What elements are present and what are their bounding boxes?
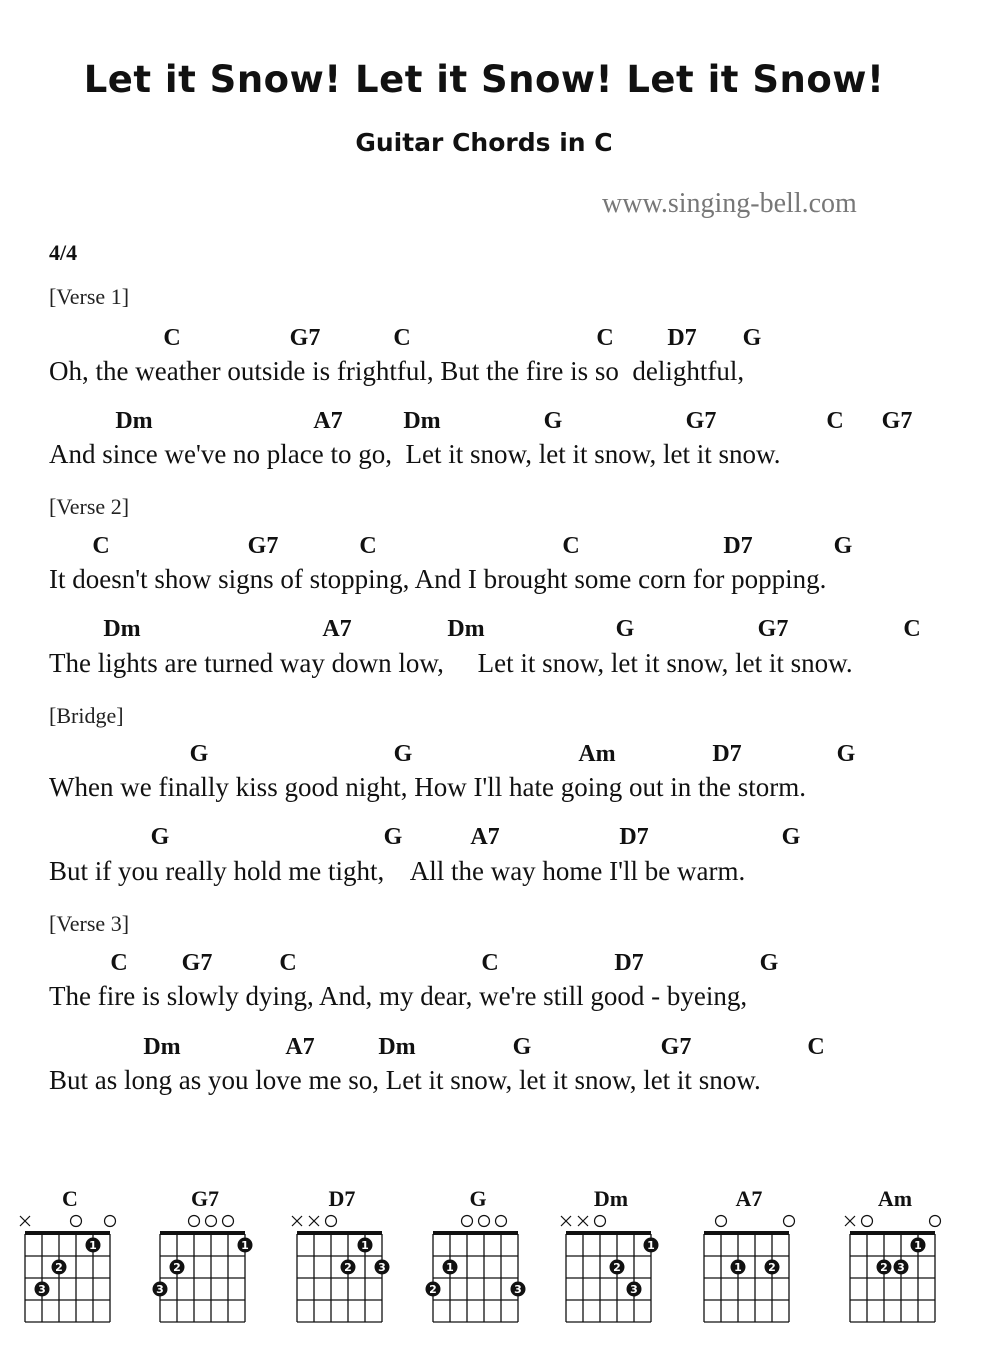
- chord: A7: [322, 616, 352, 642]
- open-string-marker: [105, 1216, 116, 1227]
- chord: Dm: [403, 408, 441, 434]
- lyric-line: When we finally kiss good night, How I'll hate going out in the storm.: [49, 772, 807, 802]
- nut: [850, 1231, 935, 1235]
- chord-grid: [10, 1186, 130, 1336]
- chord-grid: [145, 1186, 265, 1336]
- chord: G: [543, 408, 563, 434]
- chord-grid: [551, 1186, 671, 1336]
- chord: Dm: [143, 1034, 181, 1060]
- chord: C: [826, 408, 844, 434]
- chord-line: [0, 325, 1000, 355]
- nut: [433, 1231, 518, 1235]
- nut: [566, 1231, 651, 1235]
- chord: D7: [619, 824, 649, 850]
- chord: A7: [285, 1034, 315, 1060]
- finger-number: 3: [378, 1261, 386, 1274]
- chord: G: [759, 950, 779, 976]
- chord: G: [742, 325, 762, 351]
- chord: Am: [578, 741, 616, 767]
- chord: G: [781, 824, 801, 850]
- website-link[interactable]: www.singing-bell.com: [602, 188, 857, 219]
- finger-number: 2: [344, 1261, 352, 1274]
- open-string-marker: [71, 1216, 82, 1227]
- open-string-marker: [189, 1216, 200, 1227]
- song-title: Let it Snow! Let it Snow! Let it Snow!: [83, 58, 885, 101]
- muted-string-marker: [292, 1216, 302, 1226]
- chord: Dm: [447, 616, 485, 642]
- chord-line: [0, 533, 1000, 563]
- chord-grid: [282, 1186, 402, 1336]
- song-subtitle: Guitar Chords in C: [355, 128, 613, 157]
- finger-number: 3: [156, 1283, 164, 1296]
- open-string-marker: [496, 1216, 507, 1227]
- lyric-line: Oh, the weather outside is frightful, But the fire is so delightful,: [49, 356, 745, 386]
- finger-number: 2: [613, 1261, 621, 1274]
- finger-number: 1: [361, 1239, 369, 1252]
- section-label-bridge: [Bridge]: [49, 703, 124, 728]
- chord-diagram-c: [10, 1186, 130, 1336]
- chord: G7: [289, 325, 321, 351]
- finger-number: 2: [55, 1261, 63, 1274]
- lyric-line: The lights are turned way down low, Let it snow, let it snow, let it snow.: [49, 648, 853, 678]
- chord: A7: [313, 408, 343, 434]
- chord: G7: [181, 950, 213, 976]
- chord-grid: [418, 1186, 538, 1336]
- finger-number: 1: [241, 1239, 249, 1252]
- muted-string-marker: [309, 1216, 319, 1226]
- nut: [25, 1231, 110, 1235]
- open-string-marker: [862, 1216, 873, 1227]
- open-string-marker: [326, 1216, 337, 1227]
- section-label-verse-1: [Verse 1]: [49, 284, 130, 309]
- section-label-verse-3: [Verse 3]: [49, 911, 130, 936]
- chord: C: [393, 325, 411, 351]
- chord: A7: [470, 824, 500, 850]
- chord: G: [512, 1034, 532, 1060]
- finger-number: 1: [734, 1261, 742, 1274]
- open-string-marker: [462, 1216, 473, 1227]
- nut: [297, 1231, 382, 1235]
- chord: G: [383, 824, 403, 850]
- section-label-verse-2: [Verse 2]: [49, 494, 130, 519]
- chord-diagram-g: [418, 1186, 538, 1336]
- chord: C: [903, 616, 921, 642]
- nut: [704, 1231, 789, 1235]
- chord-line: [0, 1034, 1000, 1064]
- chord: C: [481, 950, 499, 976]
- open-string-marker: [595, 1216, 606, 1227]
- lyric-line: The fire is slowly dying, And, my dear, we're still good - byeing,: [49, 981, 748, 1011]
- chord-line: [0, 824, 1000, 854]
- finger-number: 3: [897, 1261, 905, 1274]
- open-string-marker: [479, 1216, 490, 1227]
- chord: Dm: [378, 1034, 416, 1060]
- chord: G7: [881, 408, 913, 434]
- chord: D7: [667, 325, 697, 351]
- lyric-line: But as long as you love me so, Let it snow, let it snow, let it snow.: [49, 1065, 761, 1095]
- open-string-marker: [930, 1216, 941, 1227]
- chord: C: [279, 950, 297, 976]
- finger-number: 1: [89, 1239, 97, 1252]
- chord: C: [359, 533, 377, 559]
- chord: G7: [247, 533, 279, 559]
- lyric-line: And since we've no place to go, Let it snow, let it snow, let it snow.: [49, 439, 781, 469]
- chord: G7: [660, 1034, 692, 1060]
- lyric-line: But if you really hold me tight, All the way home I'll be warm.: [49, 856, 746, 886]
- muted-string-marker: [20, 1216, 30, 1226]
- chord-diagram-name: Am: [877, 1186, 913, 1211]
- chord-line: [0, 741, 1000, 771]
- chord: D7: [614, 950, 644, 976]
- chord-diagram-name: A7: [735, 1186, 763, 1211]
- chord: G: [189, 741, 209, 767]
- muted-string-marker: [561, 1216, 571, 1226]
- finger-number: 2: [768, 1261, 776, 1274]
- finger-number: 3: [630, 1283, 638, 1296]
- chord: G7: [757, 616, 789, 642]
- chord-diagram-name: Dm: [593, 1186, 629, 1211]
- finger-number: 3: [38, 1283, 46, 1296]
- chord-diagram-am: [835, 1186, 955, 1336]
- open-string-marker: [206, 1216, 217, 1227]
- nut: [160, 1231, 245, 1235]
- chord-diagram-name: G: [469, 1186, 487, 1211]
- finger-number: 3: [514, 1283, 522, 1296]
- finger-number: 2: [429, 1283, 437, 1296]
- chord: G7: [685, 408, 717, 434]
- chord-diagram-dm: [551, 1186, 671, 1336]
- open-string-marker: [784, 1216, 795, 1227]
- chord-line: [0, 408, 1000, 438]
- chord-grid: [835, 1186, 955, 1336]
- finger-number: 1: [914, 1239, 922, 1252]
- chord: Dm: [103, 616, 141, 642]
- finger-number: 2: [880, 1261, 888, 1274]
- chord-diagram-d7: [282, 1186, 402, 1336]
- chord: Dm: [115, 408, 153, 434]
- chord: G: [393, 741, 413, 767]
- chord: C: [596, 325, 614, 351]
- finger-number: 1: [647, 1239, 655, 1252]
- muted-string-marker: [845, 1216, 855, 1226]
- chord-grid: [689, 1186, 809, 1336]
- chord-diagram-a7: [689, 1186, 809, 1336]
- chord-diagram-name: C: [62, 1186, 78, 1211]
- chord: C: [110, 950, 128, 976]
- chord: G: [615, 616, 635, 642]
- chord: G: [836, 741, 856, 767]
- lyric-line: It doesn't show signs of stopping, And I brought some corn for popping.: [49, 564, 827, 594]
- open-string-marker: [716, 1216, 727, 1227]
- open-string-marker: [223, 1216, 234, 1227]
- chord: G: [150, 824, 170, 850]
- chord-diagram-name: D7: [328, 1186, 356, 1211]
- chord: C: [163, 325, 181, 351]
- chord: G: [833, 533, 853, 559]
- chord-diagram-name: G7: [190, 1186, 220, 1211]
- chord: C: [562, 533, 580, 559]
- finger-number: 2: [173, 1261, 181, 1274]
- muted-string-marker: [578, 1216, 588, 1226]
- chord: D7: [723, 533, 753, 559]
- chord: C: [807, 1034, 825, 1060]
- time-signature: 4/4: [49, 240, 78, 265]
- chord-line: [0, 616, 1000, 646]
- chord: C: [92, 533, 110, 559]
- chord-line: [0, 950, 1000, 980]
- finger-number: 1: [446, 1261, 454, 1274]
- chord: D7: [712, 741, 742, 767]
- chord-diagram-g7: [145, 1186, 265, 1336]
